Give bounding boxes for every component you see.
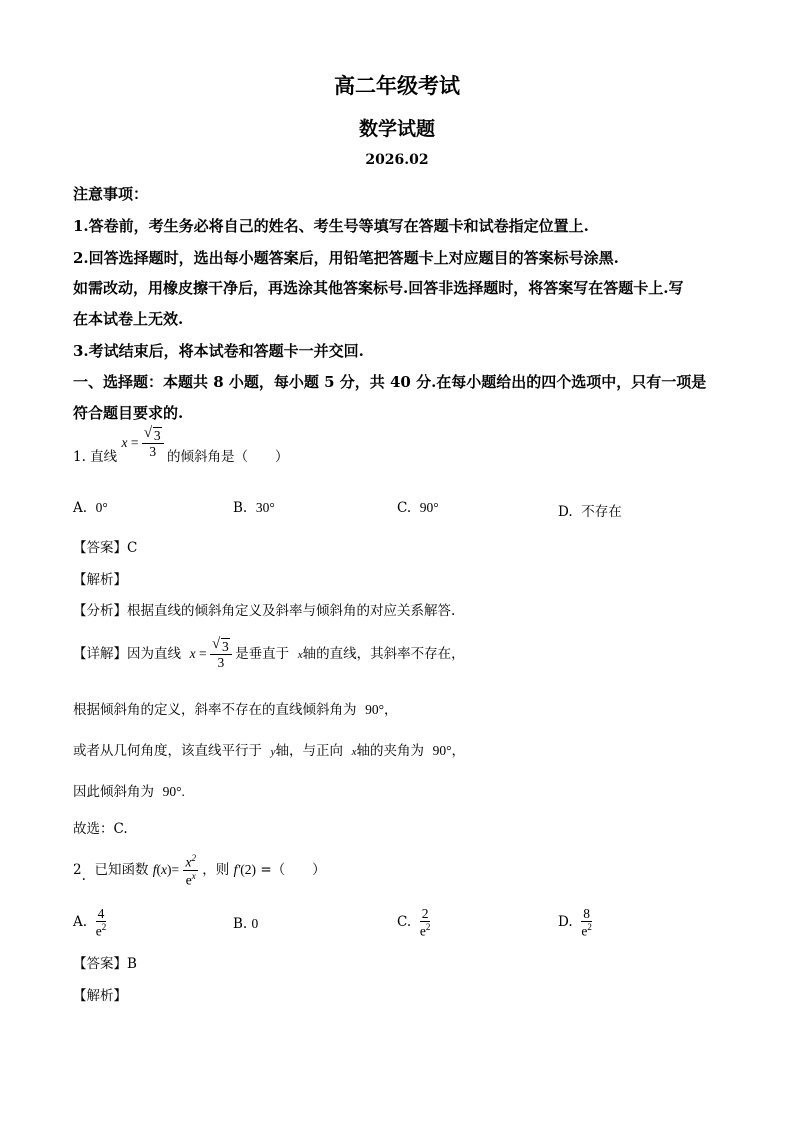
q1-detail: 【详解】因为直线 x = √ 3 3 是垂直于 x轴的直线，其斜率不存在，: [73, 635, 465, 671]
q1-fraction: √ 3 3: [142, 429, 164, 459]
notice-item-2-end: 在本试卷上无效.: [73, 310, 184, 328]
q2-analysis-tag: 【解析】: [73, 988, 127, 1004]
q1-var-x: x: [121, 435, 128, 450]
q1-option-b: B. 30°: [233, 500, 275, 516]
notice-item-2-cont: 如需改动，用橡皮擦干净后，再选涂其他答案标号.回答非选择题时，将答案写在答题卡上.写: [73, 279, 684, 297]
q1-option-c: C. 90°: [397, 500, 439, 516]
q2-option-c: C. $\frac{2}{e^2}$: [397, 905, 431, 939]
notice-item-1: 1.答卷前，考生务必将自己的姓名、考生号等填写在答题卡和试卷指定位置上.: [73, 217, 589, 235]
question-1: [73, 424, 289, 478]
q1-line-4: 因此倾斜角为 90°.: [73, 784, 185, 800]
q1-eq: =: [130, 435, 139, 450]
q1-frac-num: 3: [153, 427, 161, 443]
notice-item-3: 3.考试结束后，将本试卷和答题卡一并交回.: [73, 342, 364, 360]
question-2: 2. 已知函数 f(x)= $\frac{x^2}{e^x}$ ，则 f′(2) =（ ）: [73, 853, 326, 888]
q1-frac-den: 3: [149, 444, 157, 460]
q1-line-2: 根据倾斜角的定义，斜率不存在的直线倾斜角为 90°，: [73, 702, 398, 718]
exam-date: 2026.02: [365, 152, 429, 168]
q1-line-3: 或者从几何角度，该直线平行于 y轴，与正向 x轴的夹角为 90°，: [73, 743, 465, 759]
q1-detail-fraction: √ 3 3: [210, 640, 232, 670]
q2-option-a: A. $\frac{4}{e^2}$: [73, 905, 107, 939]
q1-suffix: 的倾斜角是（ ）: [166, 449, 289, 465]
notice-item-2: 2.回答选择题时，选出每小题答案后，用铅笔把答题卡上对应题目的答案标号涂黑.: [73, 249, 619, 267]
exam-subject: 数学试题: [358, 118, 435, 140]
q2-fraction: $\frac{x^2}{e^x}$: [185, 853, 196, 888]
q1-option-a: A. 0°: [73, 500, 108, 516]
q1-analysis-tag: 【解析】: [73, 572, 127, 588]
q1-conclusion: 故选：C.: [73, 821, 128, 837]
q2-option-b: B. 0: [233, 916, 259, 932]
exam-title: 高二年级考试: [334, 73, 460, 98]
notice-heading: 注意事项：: [73, 185, 149, 203]
q1-answer: 【答案】C: [73, 540, 138, 556]
section-heading-cont: 符合题目要求的.: [73, 404, 184, 422]
section-heading: 一、选择题：本题共 8 小题，每小题 5 分，共 40 分.在每小题给出的四个选项中，只有一项是: [73, 373, 707, 391]
q1-option-d: D. 不存在: [558, 504, 622, 520]
q2-answer: 【答案】B: [73, 956, 137, 972]
q1-prefix: 1. 直线: [73, 449, 118, 465]
q2-option-d: D. $\frac{8}{e^2}$: [558, 905, 592, 939]
q1-fenxi: 【分析】根据直线的倾斜角定义及斜率与倾斜角的对应关系解答.: [73, 603, 456, 619]
q2-number: 2: [73, 862, 82, 878]
